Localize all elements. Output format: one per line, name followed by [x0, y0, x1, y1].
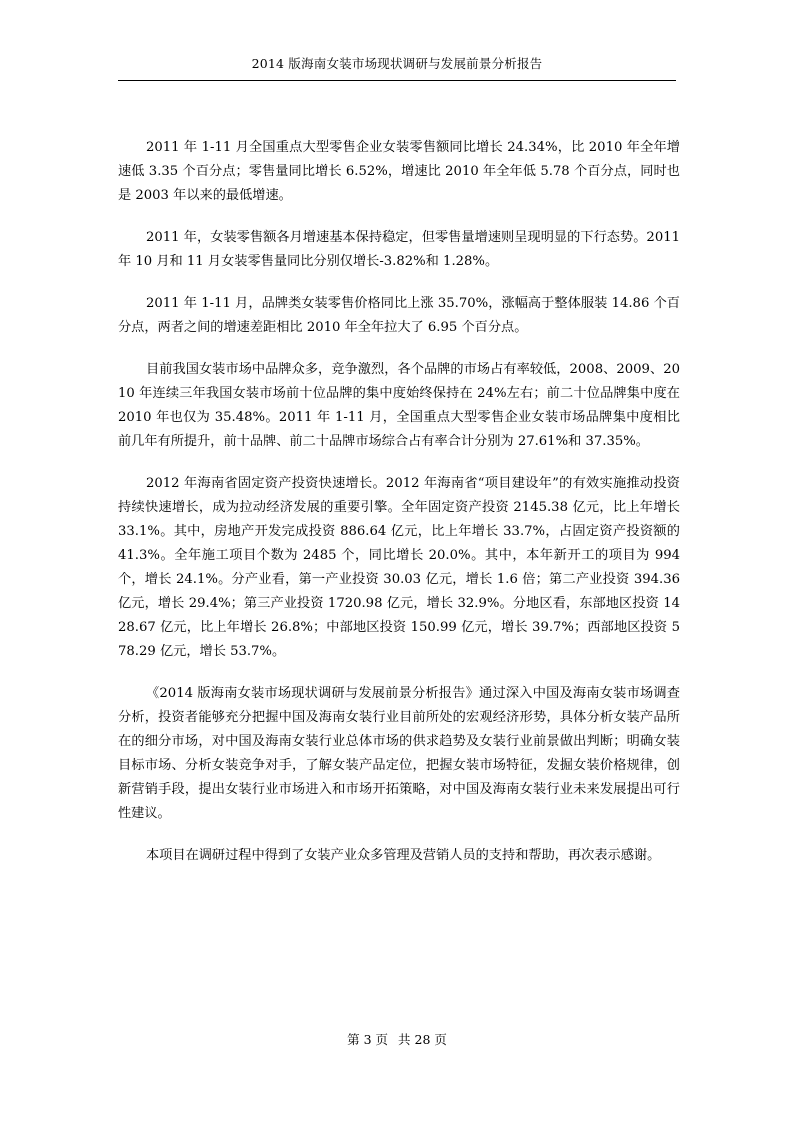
- paragraph-retail-sales: 2011 年 1-11 月全国重点大型零售企业女装零售额同比增长 24.34%，比 2010 年全年增速低 3.35 个百分点；零售量同比增长 6.52%，增速比 2010 年全年低 5.78 个百分点，同时也是 2003 年以来的最低增速。: [118, 140, 680, 203]
- paragraph-acknowledgement: 本项目在调研过程中得到了女装产业众多管理及营销人员的支持和帮助，再次表示感谢。: [146, 848, 661, 863]
- paragraph-brand-concentration: 目前我国女装市场中品牌众多，竞争激烈，各个品牌的市场占有率较低，2008、2009、2010 年连续三年我国女装市场前十位品牌的集中度始终保持在 24%左右；前二十位品牌集中度在 2010 年也仅为 35.48%。2011 年 1-11 月，全国重点大型零售企业女装市场品牌集中度相比前几年有所提升，前十品牌、前二十品牌市场综合占有率合计分别为 27.61%和 37.35%。: [118, 362, 680, 449]
- page-number: 第 3 页: [347, 1032, 389, 1047]
- header-divider: [118, 80, 676, 81]
- paragraph-report-summary: 《2014 版海南女装市场现状调研与发展前景分析报告》通过深入中国及海南女装市场调查分析，投资者能够充分把握中国及海南女装行业目前所处的宏观经济形势，具体分析女装产品所在的细分市场，对中国及海南女装行业总体市场的供求趋势及女装行业前景做出判断；明确女装目标市场、分析女装竞争对手，了解女装产品定位，把握女装市场特征，发掘女装价格规律，创新营销手段，提出女装行业市场进入和市场开拓策略，对中国及海南女装行业未来发展提出可行性建议。: [118, 686, 680, 821]
- paragraph-monthly-trend: 2011 年，女装零售额各月增速基本保持稳定，但零售量增速则呈现明显的下行态势。2011 年 10 月和 11 月女装零售量同比分别仅增长-3.82%和 1.28%。: [118, 230, 680, 269]
- paragraph-brand-prices: 2011 年 1-11 月，品牌类女装零售价格同比上涨 35.70%，涨幅高于整体服装 14.86 个百分点，两者之间的增速差距相比 2010 年全年拉大了 6.95 个百分点。: [118, 296, 680, 335]
- report-body: [118, 136, 680, 886]
- page-footer: [118, 1032, 676, 1048]
- paragraph-hainan-investment: 2012 年海南省固定资产投资快速增长。2012 年海南省“项目建设年”的有效实施推动投资持续快速增长，成为拉动经济发展的重要引擎。全年固定资产投资 2145.38 亿元，比上年增长 33.1%。其中，房地产开发完成投资 886.64 亿元，比上年增长 33.7%，占固定资产投资额的 41.3%。全年施工项目个数为 2485 个，同比增长 20.0%。其中，本年新开工的项目为 994 个，增长 24.1%。分产业看，第一产业投资 30.03 亿元，增长 1.6 倍；第二产业投资 394.36 亿元，增长 29.4%；第三产业投资 1720.98 亿元，增长 32.9%。分地区看，东部地区投资 1428.67 亿元，比上年增长 26.8%；中部地区投资 150.99 亿元，增长 39.7%；西部地区投资 578.29 亿元，增长 53.7%。: [118, 476, 680, 659]
- page-total: 共 28 页: [398, 1032, 447, 1047]
- page-header-title: 2014 版海南女装市场现状调研与发展前景分析报告: [251, 56, 543, 71]
